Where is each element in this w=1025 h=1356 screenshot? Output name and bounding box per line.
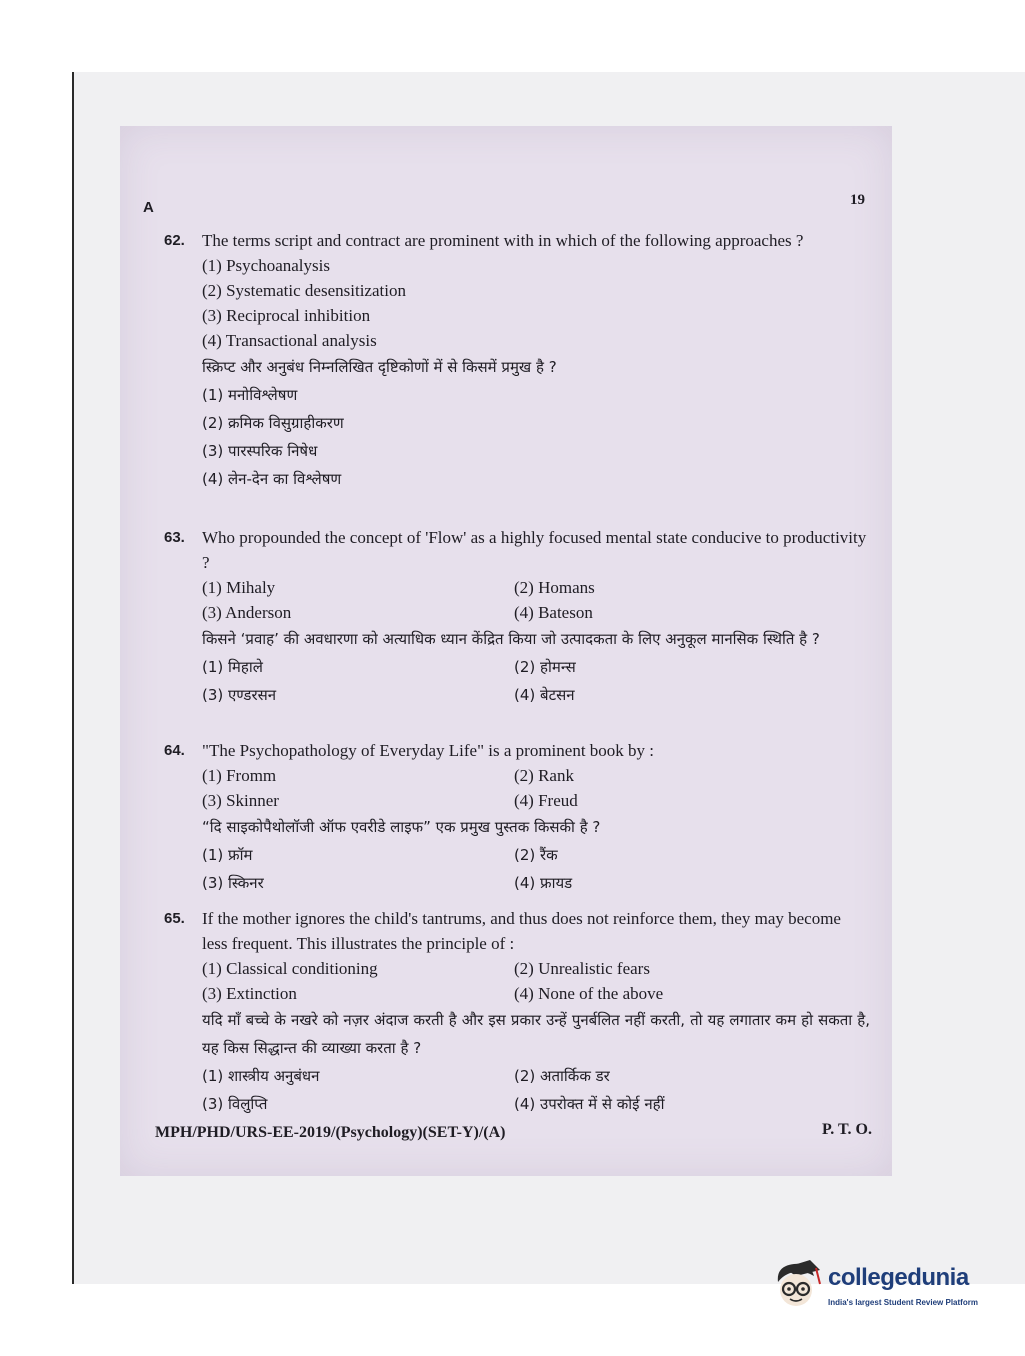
option-hi: (4) उपरोक्त में से कोई नहीं — [514, 1095, 665, 1113]
option-hi: (1) मनोविश्लेषण — [202, 386, 298, 404]
option-en: (4) Transactional analysis — [202, 331, 377, 350]
option-en: (2) Rank — [514, 766, 574, 785]
option-hi: (4) लेन-देन का विश्लेषण — [202, 470, 342, 488]
option-hi: (2) क्रमिक विसुग्राहीकरण — [202, 414, 344, 432]
question-text-en: If the mother ignores the child's tantrums, and thus does not reinforce them, they may become less frequent. This illustrates the principle of : — [202, 909, 841, 953]
options-en — [202, 763, 870, 813]
question-number: 64. — [164, 742, 185, 759]
footer-exam-code: MPH/PHD/URS-EE-2019/(Psychology)(SET-Y)/(A) — [155, 1124, 506, 1141]
options-en — [202, 956, 870, 1006]
option-hi: (1) मिहाले — [202, 658, 263, 676]
question-62 — [164, 228, 870, 493]
question-63 — [164, 525, 870, 709]
option-en: (3) Skinner — [202, 791, 279, 810]
question-text-hi: यदि माँ बच्चे के नखरे को नज़र अंदाज करती है और इस प्रकार उन्हें पुनर्बलित नहीं करती, तो यह लगातार कम हो सकता है, यह किस सिद्धान्त की व्याख्या करता है ? — [202, 1011, 870, 1057]
options-hi — [202, 841, 870, 897]
option-en: (3) Reciprocal inhibition — [202, 306, 371, 325]
page-number: 19 — [850, 192, 865, 208]
option-en: (1) Fromm — [202, 766, 277, 785]
collegedunia-logo — [770, 1258, 1000, 1318]
options-hi — [202, 653, 870, 709]
question-text-en: "The Psychopathology of Everyday Life" is a prominent book by : — [202, 741, 655, 760]
option-en: (3) Anderson — [202, 603, 292, 622]
option-hi: (1) फ्रॉम — [202, 846, 253, 864]
option-hi: (3) पारस्परिक निषेध — [202, 442, 318, 460]
question-text-hi: किसने ‘प्रवाह’ की अवधारणा को अत्याधिक ध्यान केंद्रित किया जो उत्पादकता के लिए अनुकूल मानसिक स्थिति है ? — [202, 630, 820, 648]
options-hi — [202, 1062, 870, 1118]
options-en — [202, 575, 870, 625]
question-text-en: The terms script and contract are prominent with in which of the following approaches ? — [202, 231, 804, 250]
option-hi: (4) बेटसन — [514, 686, 575, 704]
brand-tagline: India's largest Student Review Platform — [828, 1298, 978, 1307]
option-en: (3) Extinction — [202, 984, 297, 1003]
set-letter: A — [143, 199, 154, 216]
option-en: (4) Bateson — [514, 603, 593, 622]
option-en: (4) None of the above — [514, 984, 664, 1003]
option-hi: (1) शास्त्रीय अनुबंधन — [202, 1067, 320, 1085]
option-hi: (3) स्किनर — [202, 874, 264, 892]
question-number: 62. — [164, 232, 185, 249]
option-en: (2) Unrealistic fears — [514, 959, 650, 978]
option-hi: (2) होमन्स — [514, 658, 576, 676]
option-en: (1) Classical conditioning — [202, 959, 378, 978]
brand-name: collegedunia — [828, 1264, 969, 1291]
option-en: (4) Freud — [514, 791, 578, 810]
option-hi: (4) फ्रायड — [514, 874, 573, 892]
question-65 — [164, 906, 870, 1118]
option-hi: (2) रैंक — [514, 846, 558, 864]
question-number: 65. — [164, 910, 185, 927]
option-hi: (3) विलुप्ति — [202, 1095, 268, 1113]
question-number: 63. — [164, 529, 185, 546]
option-en: (2) Homans — [514, 578, 595, 597]
question-text-hi: “दि साइकोपैथोलॉजी ऑफ एवरीडे लाइफ” एक प्रमुख पुस्तक किसकी है ? — [202, 818, 601, 836]
question-text-hi: स्क्रिप्ट और अनुबंध निम्नलिखित दृष्टिकोणों में से किसमें प्रमुख है ? — [202, 358, 557, 376]
pto-label: P. T. O. — [822, 1121, 872, 1138]
question-text-en: Who propounded the concept of 'Flow' as a highly focused mental state conducive to productivity ? — [202, 528, 867, 572]
option-hi: (3) एण्डरसन — [202, 686, 277, 704]
option-en: (1) Mihaly — [202, 578, 276, 597]
mascot-icon — [770, 1258, 824, 1316]
option-en: (1) Psychoanalysis — [202, 256, 330, 275]
option-en: (2) Systematic desensitization — [202, 281, 406, 300]
question-64 — [164, 738, 870, 897]
option-hi: (2) अतार्किक डर — [514, 1067, 610, 1085]
